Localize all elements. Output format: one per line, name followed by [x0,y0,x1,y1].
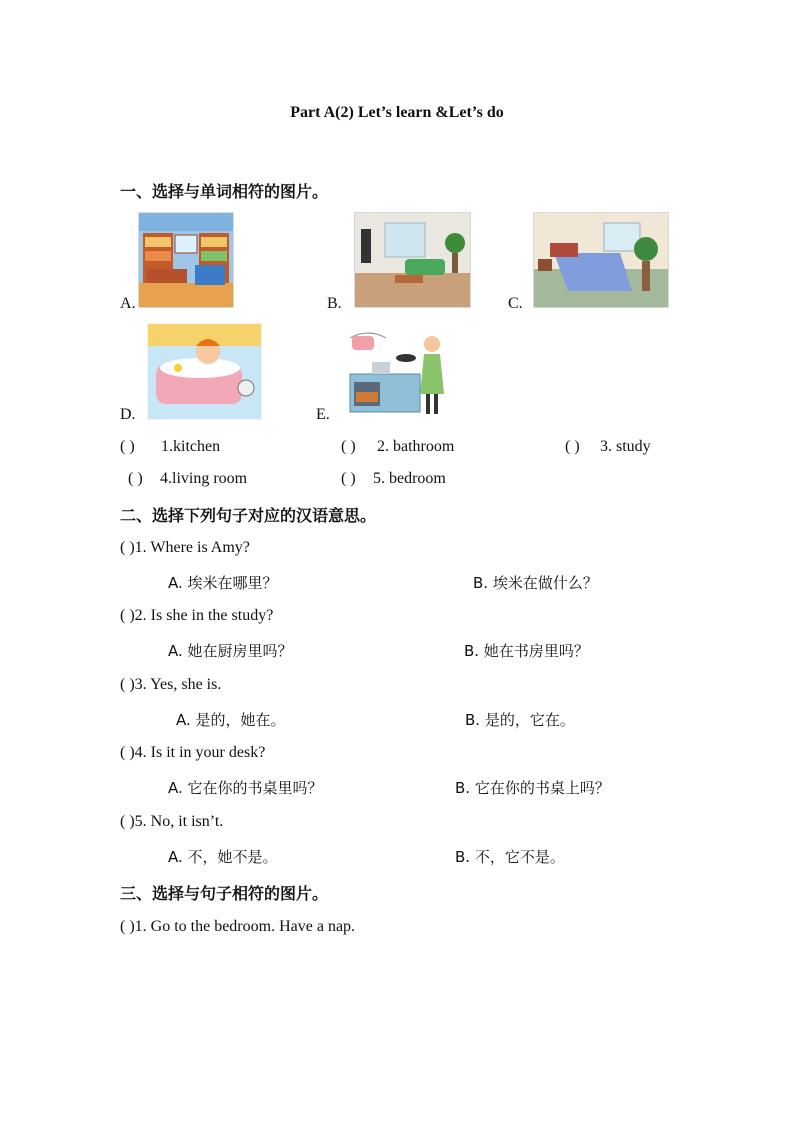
option-d-label: D. [120,406,136,423]
study-room-picture [138,212,234,308]
question-3: ( )3. Yes, she is. [120,676,222,693]
question-3-option-b[interactable]: B. 是的，它在。 [465,711,575,729]
blank-bracket[interactable]: ( ) [341,438,356,455]
question-2-option-b[interactable]: B. 她在书房里吗？ [464,642,589,660]
question-1: ( )1. Where is Amy? [120,539,250,556]
kitchen-picture [341,323,456,420]
word-kitchen: 1.kitchen [161,438,221,455]
question-5-option-a[interactable]: A. 不，她不是。 [168,848,278,866]
question-4-option-b[interactable]: B. 它在你的书桌上吗？ [455,779,610,797]
question-3-option-a[interactable]: A. 是的，她在。 [176,711,286,729]
option-c-label: C. [508,295,523,312]
word-bathroom: 2. bathroom [377,438,455,455]
section-1-heading: 一、选择与单词相符的图片。 [120,182,329,201]
page-title: Part A(2) Let’s learn &Let’s do [290,104,504,121]
section-3-item-1: ( )1. Go to the bedroom. Have a nap. [120,918,356,935]
option-e-label: E. [316,406,330,423]
bedroom-picture [533,212,669,308]
option-a-label: A. [120,295,136,312]
question-5: ( )5. No, it isn’t. [120,813,224,830]
word-study: 3. study [600,438,651,455]
question-5-option-b[interactable]: B. 不，它不是。 [455,848,565,866]
section-2-heading: 二、选择下列句子对应的汉语意思。 [120,506,377,525]
section-3-heading: 三、选择与句子相符的图片。 [120,884,329,903]
living-room-picture [354,212,471,308]
option-b-label: B. [327,295,342,312]
question-2-option-a[interactable]: A. 她在厨房里吗？ [168,642,293,660]
blank-bracket[interactable]: ( ) [565,438,580,455]
question-2: ( )2. Is she in the study? [120,607,274,624]
question-1-option-a[interactable]: A. 埃米在哪里？ [168,574,278,592]
question-4: ( )4. Is it in your desk? [120,744,266,761]
question-4-option-a[interactable]: A. 它在你的书桌里吗？ [168,779,323,797]
question-1-option-b[interactable]: B. 埃米在做什么？ [473,574,598,592]
blank-bracket[interactable]: ( ) [120,438,135,455]
bathroom-picture [147,323,262,420]
word-bedroom: 5. bedroom [373,470,446,487]
blank-bracket[interactable]: ( ) [341,470,356,487]
blank-bracket[interactable]: ( ) [128,470,143,487]
word-living-room: 4.living room [160,470,248,487]
